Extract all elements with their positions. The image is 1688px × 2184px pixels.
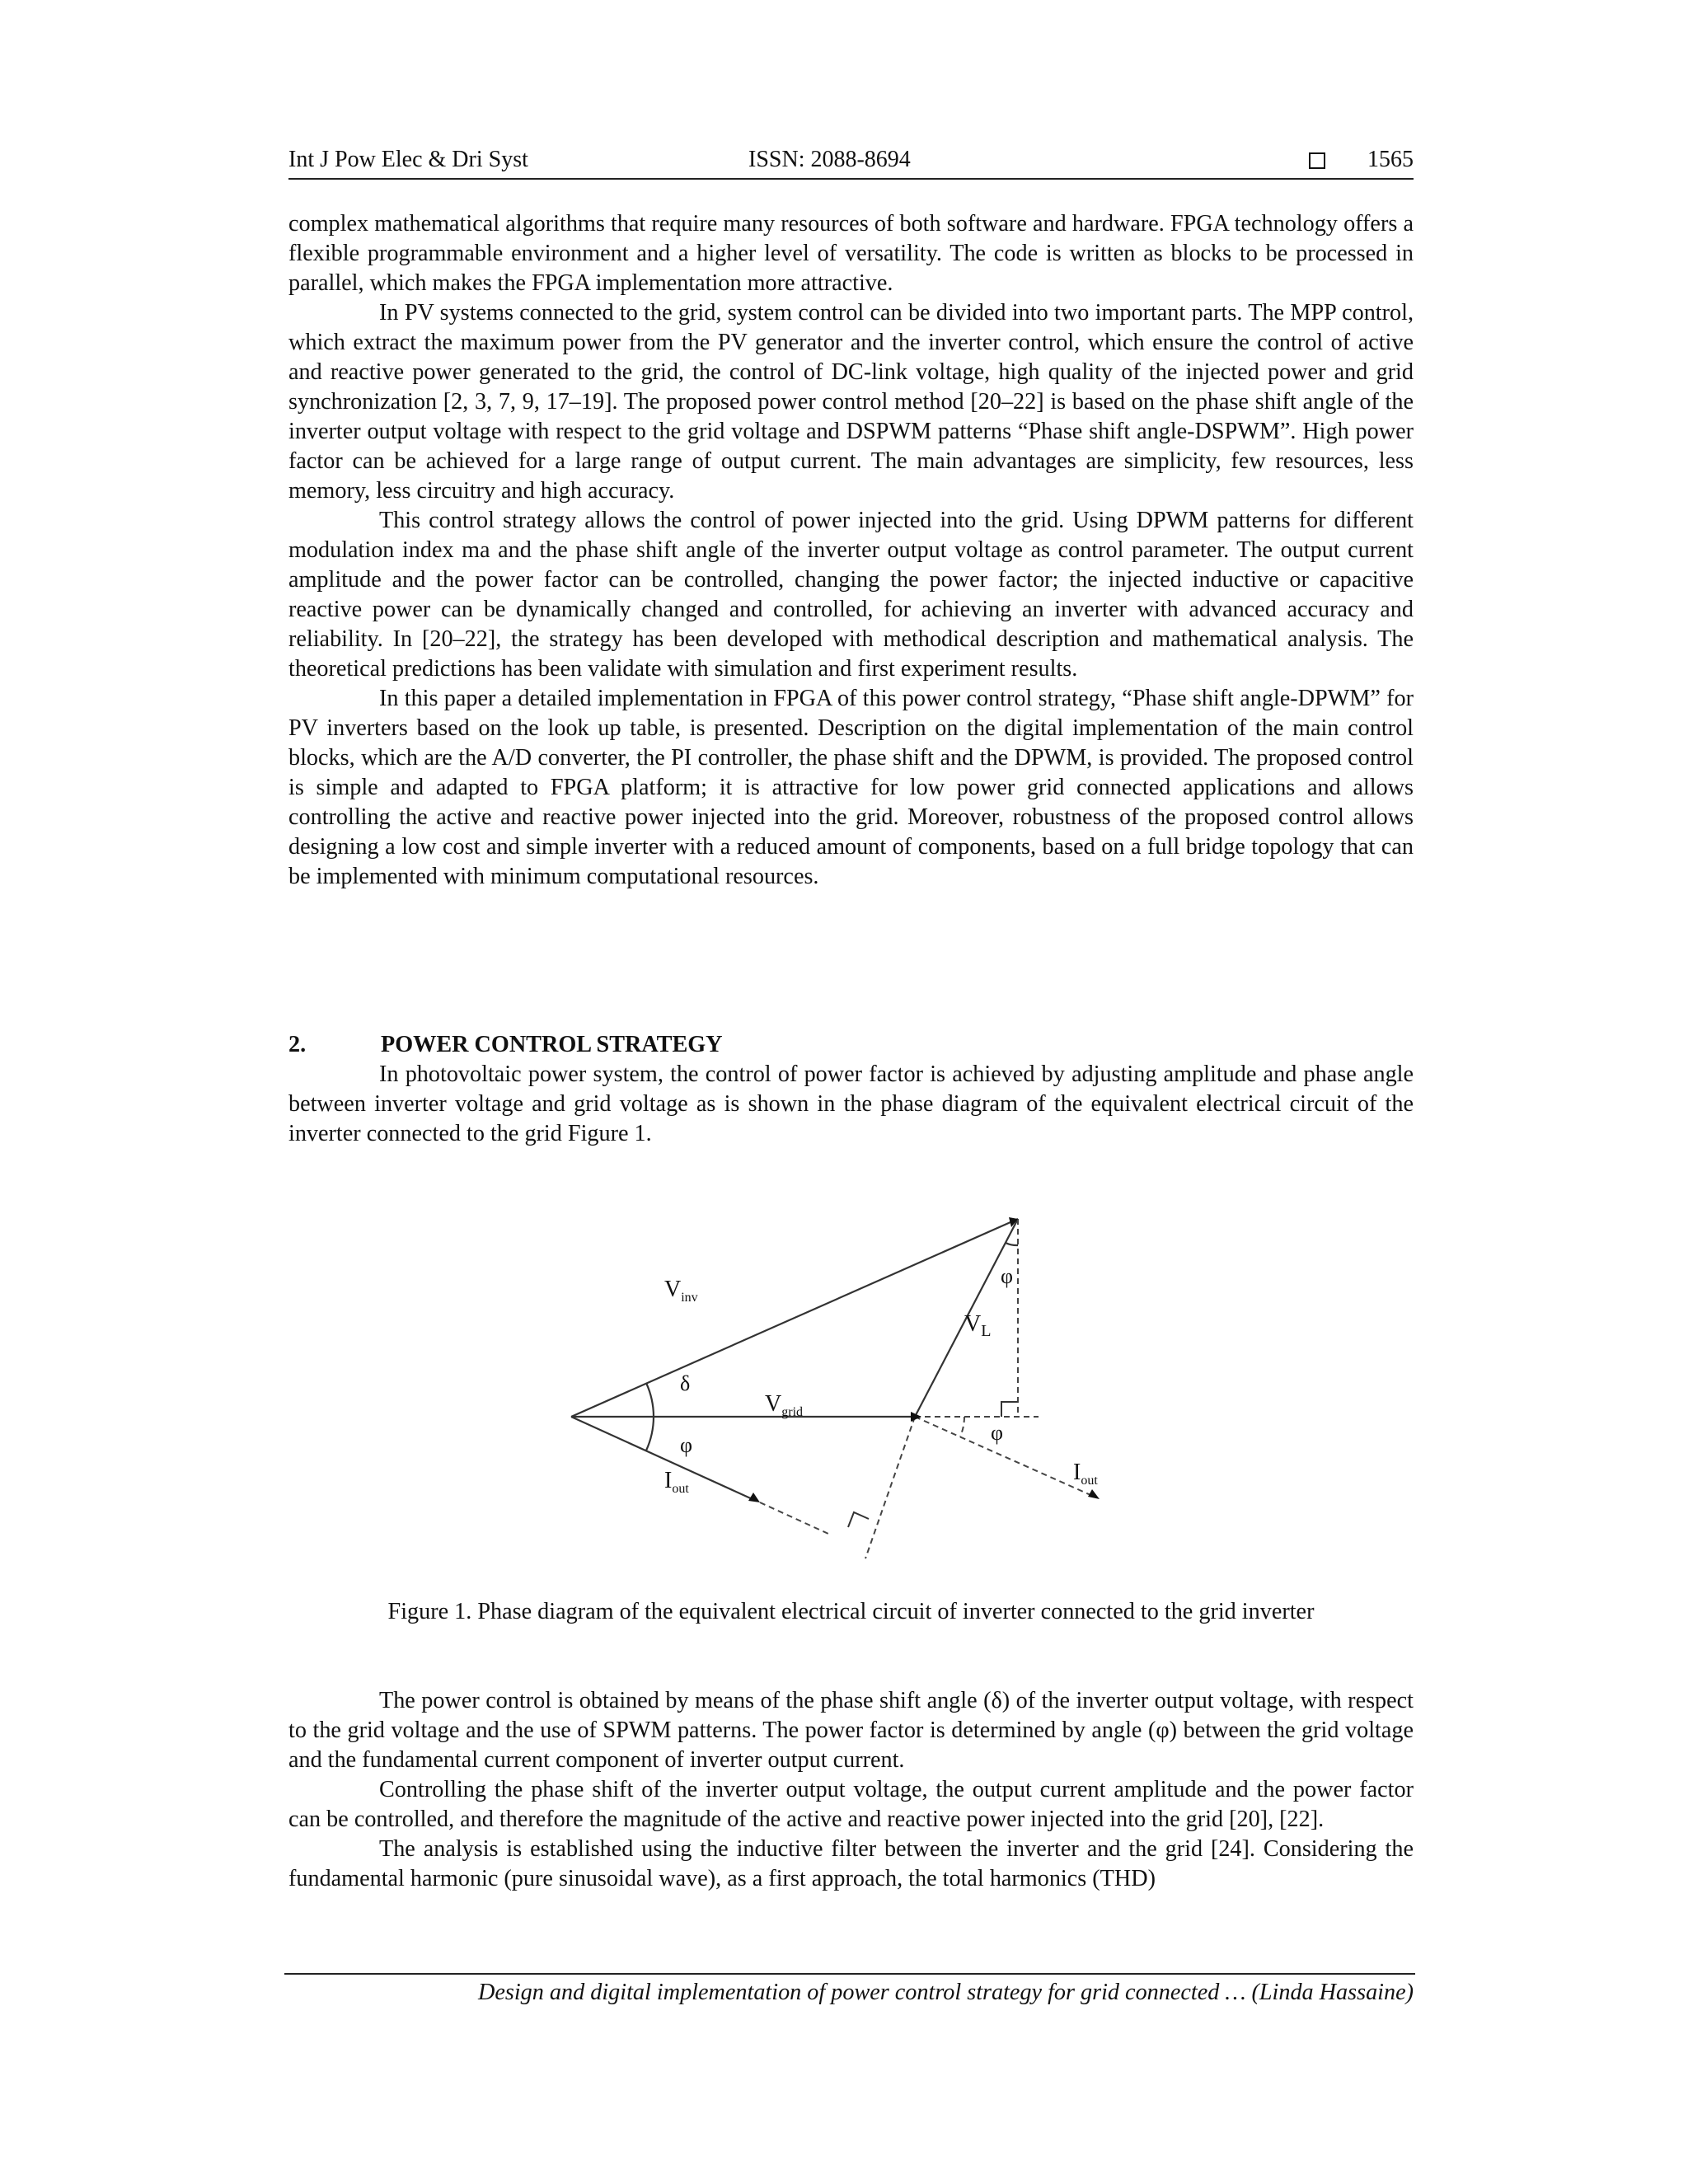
delta-arc	[646, 1383, 654, 1417]
issn: ISSN: 2088-8694	[748, 147, 911, 172]
perpendicular-dashed	[865, 1417, 915, 1558]
page-number: 1565	[1367, 147, 1414, 172]
section-intro	[288, 1060, 1414, 1149]
paragraph: The power control is obtained by means of the phase shift angle (δ) of the inverter output voltage, with respect to the grid voltage and the use of SPWM patterns. The power factor is determined by angle (φ) between the grid voltage and the fundamental current component of inverter output current.	[288, 1688, 1414, 1773]
section-heading	[288, 1030, 723, 1060]
section-body	[288, 1686, 1414, 1894]
section-number: 2.	[288, 1032, 307, 1057]
i-out-extension	[760, 1502, 828, 1534]
v-grid-label: $V_{grid}$	[765, 1391, 804, 1419]
i-out2-line	[915, 1417, 1096, 1497]
v-inv-label: $V_{inv}$	[664, 1277, 698, 1305]
phi-arc-top	[1006, 1243, 1018, 1245]
paragraph: In this paper a detailed implementation in FPGA of this power control strategy, “Phase shift angle-DPWM” for PV inverters based on the look up table, is presented. Description on the digital implementation of the main control blocks, which are the A/D converter, the PI controller, the phase shift and the DPWM, is provided. The proposed control is simple and adapted to FPGA platform; it is attractive for low power grid connected applications and allows controlling the active and reactive power injected into the grid. Moreover, robustness of the proposed control allows designing a low cost and simple inverter with a reduced amount of components, based on a full bridge topology that can be implemented with minimum computational resources.	[288, 686, 1414, 889]
i-out2-arrowhead	[1088, 1489, 1100, 1499]
figure-caption: Figure 1. Phase diagram of the equivalent electrical circuit of inverter connected to the grid inverter	[387, 1599, 1315, 1624]
running-header	[288, 145, 1414, 180]
running-footer: Design and digital implementation of power control strategy for grid connected … (Linda Hassaine)	[478, 1980, 1414, 2005]
right-angle-mark-bottom	[848, 1512, 869, 1527]
paragraph: The analysis is established using the inductive filter between the inverter and the grid [24]. Considering the fundamental harmonic (pure sinusoidal wave), as a first approach, the total harmonics (THD)	[288, 1836, 1414, 1891]
footer-divider	[284, 1973, 1415, 1975]
phi-arc-grid	[960, 1417, 964, 1436]
i-out-label: $I_{out}$	[664, 1468, 689, 1496]
phi-arc-origin	[646, 1417, 654, 1451]
right-angle-mark-top	[1001, 1402, 1018, 1417]
section-title: POWER CONTROL STRATEGY	[381, 1032, 723, 1057]
i-out2-label: $I_{out}$	[1073, 1460, 1098, 1488]
paragraph: This control strategy allows the control of power injected into the grid. Using DPWM patterns for different modulation index ma and the phase shift angle of the inverter output voltage as control parameter. The output current amplitude and the power factor can be controlled, changing the power factor; the injected inductive or capacitive reactive power can be dynamically changed and controlled, for achieving an inverter with advanced accuracy and reliability. In [20–22], the strategy has been developed with methodical description and mathematical analysis. The theoretical predictions has been validate with simulation and first experiment results.	[288, 508, 1414, 682]
square-bullet-icon	[1309, 152, 1325, 169]
i-out-vector	[571, 1417, 754, 1500]
paragraph: In photovoltaic power system, the control of power factor is achieved by adjusting amplitude and phase angle between inverter voltage and grid voltage as is shown in the phase diagram of the equivalent electrical circuit of the inverter connected to the grid Figure 1.	[288, 1062, 1414, 1146]
phase-diagram-figure	[536, 1199, 1154, 1578]
phi-label-top: φ	[1001, 1264, 1014, 1288]
phi-label-origin: φ	[680, 1433, 693, 1457]
intro-body	[288, 209, 1414, 892]
phi-label-grid: φ	[991, 1421, 1004, 1445]
v-inv-vector	[571, 1219, 1018, 1417]
paragraph: complex mathematical algorithms that require many resources of both software and hardware. FPGA technology offers a flexible programmable environment and a higher level of versatility. The code is written as blocks to be processed in parallel, which makes the FPGA implementation more attractive.	[288, 211, 1414, 296]
journal-name: Int J Pow Elec & Dri Syst	[288, 147, 528, 172]
delta-label: δ	[680, 1371, 691, 1395]
paragraph: Controlling the phase shift of the inverter output voltage, the output current amplitude and the power factor can be controlled, and therefore the magnitude of the active and reactive power injected into the grid [20], [22].	[288, 1777, 1414, 1832]
paragraph: In PV systems connected to the grid, system control can be divided into two important parts. The MPP control, which extract the maximum power from the PV generator and the inverter control, which ensure the control of active and reactive power generated to the grid, the control of DC-link voltage, high quality of the injected power and grid synchronization [2, 3, 7, 9, 17–19]. The proposed power control method [20–22] is based on the phase shift angle of the inverter output voltage with respect to the grid voltage and DSPWM patterns “Phase shift angle-DSPWM”. High power factor can be achieved for a large range of output current. The main advantages are simplicity, few resources, less memory, less circuitry and high accuracy.	[288, 300, 1414, 504]
v-l-label: $V_L$	[964, 1311, 992, 1340]
